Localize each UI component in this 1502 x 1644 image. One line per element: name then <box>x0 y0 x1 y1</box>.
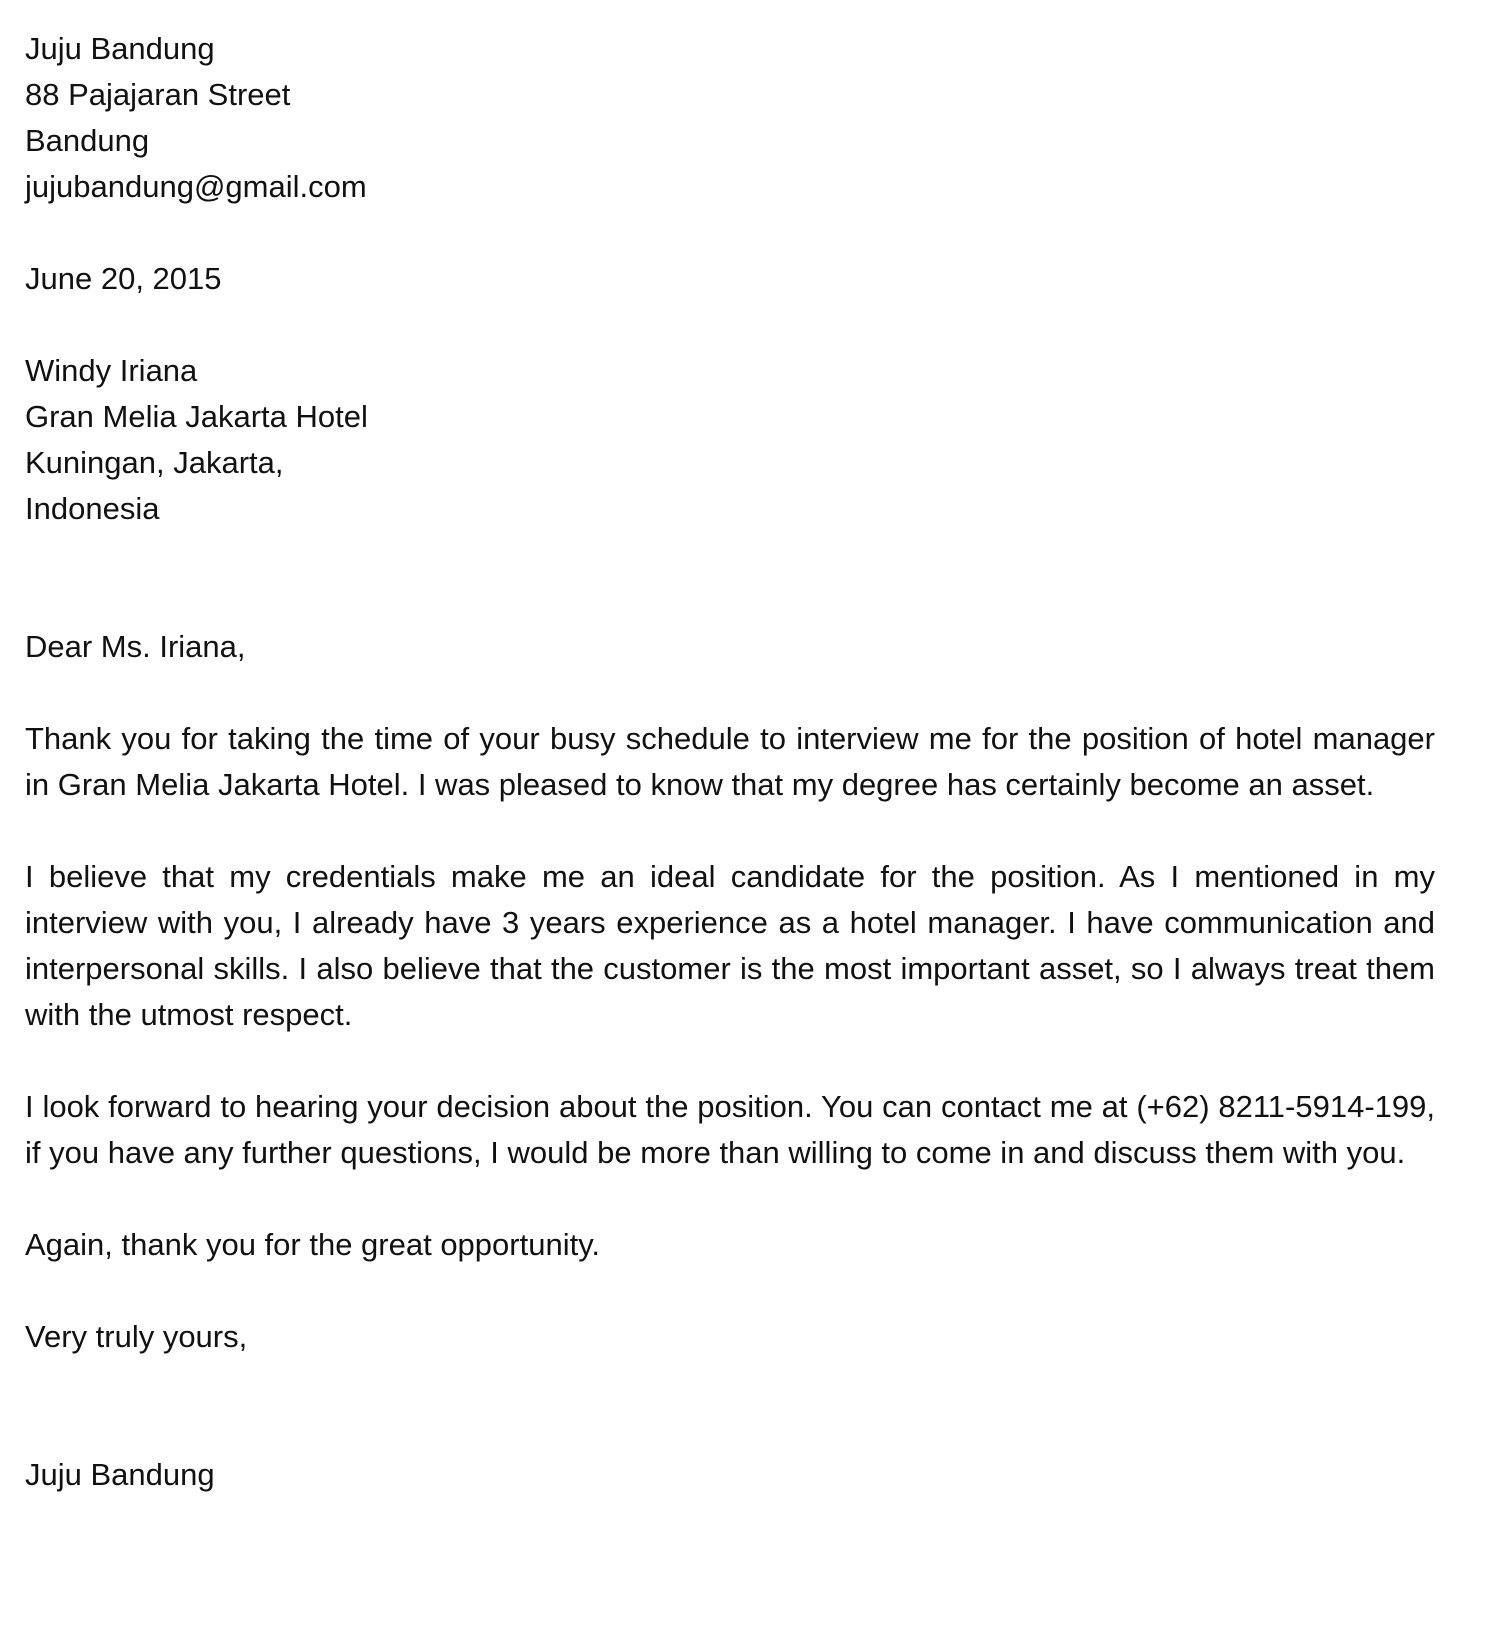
recipient-name: Windy Iriana <box>25 353 198 388</box>
letter-page <box>25 26 1435 1498</box>
body-paragraph-4: Again, thank you for the great opportunity. <box>25 1227 601 1262</box>
recipient-address-block <box>25 348 1435 532</box>
recipient-company: Gran Melia Jakarta Hotel <box>25 399 368 434</box>
recipient-area: Kuningan, Jakarta, <box>25 445 284 480</box>
recipient-country: Indonesia <box>25 491 160 526</box>
spacer <box>25 532 1435 624</box>
closing: Very truly yours, <box>25 1319 248 1354</box>
sender-street: 88 Pajajaran Street <box>25 77 291 112</box>
spacer <box>25 1176 1435 1222</box>
spacer <box>25 302 1435 348</box>
spacer <box>25 670 1435 716</box>
sender-address-block <box>25 26 1435 210</box>
spacer <box>25 210 1435 256</box>
sender-city: Bandung <box>25 123 150 158</box>
signature-space <box>25 1360 1435 1452</box>
spacer <box>25 808 1435 854</box>
letter-date: June 20, 2015 <box>25 261 222 296</box>
body-paragraph-2: I believe that my credentials make me an ideal candidate for the position. As I mentioned in my interview with you, I already have 3 years experience as a hotel manager. I have communication and interpersonal skills. I also believe that the customer is the most important asset, so I always treat them with the utmost respect. <box>25 859 1435 1032</box>
spacer <box>25 1268 1435 1314</box>
spacer <box>25 1038 1435 1084</box>
signature-name: Juju Bandung <box>25 1457 215 1492</box>
date-block <box>25 256 1435 302</box>
body-paragraph-3: I look forward to hearing your decision about the position. You can contact me at (+62) 8211-5914-199, if you have any further questions, I would be more than willing to come in and discuss them with you. <box>25 1089 1435 1170</box>
sender-name: Juju Bandung <box>25 31 215 66</box>
salutation: Dear Ms. Iriana, <box>25 629 246 664</box>
body-paragraph-1: Thank you for taking the time of your busy schedule to interview me for the position of hotel manager in Gran Melia Jakarta Hotel. I was pleased to know that my degree has certainly become an asset. <box>25 721 1435 802</box>
sender-email: jujubandung@gmail.com <box>25 169 367 204</box>
